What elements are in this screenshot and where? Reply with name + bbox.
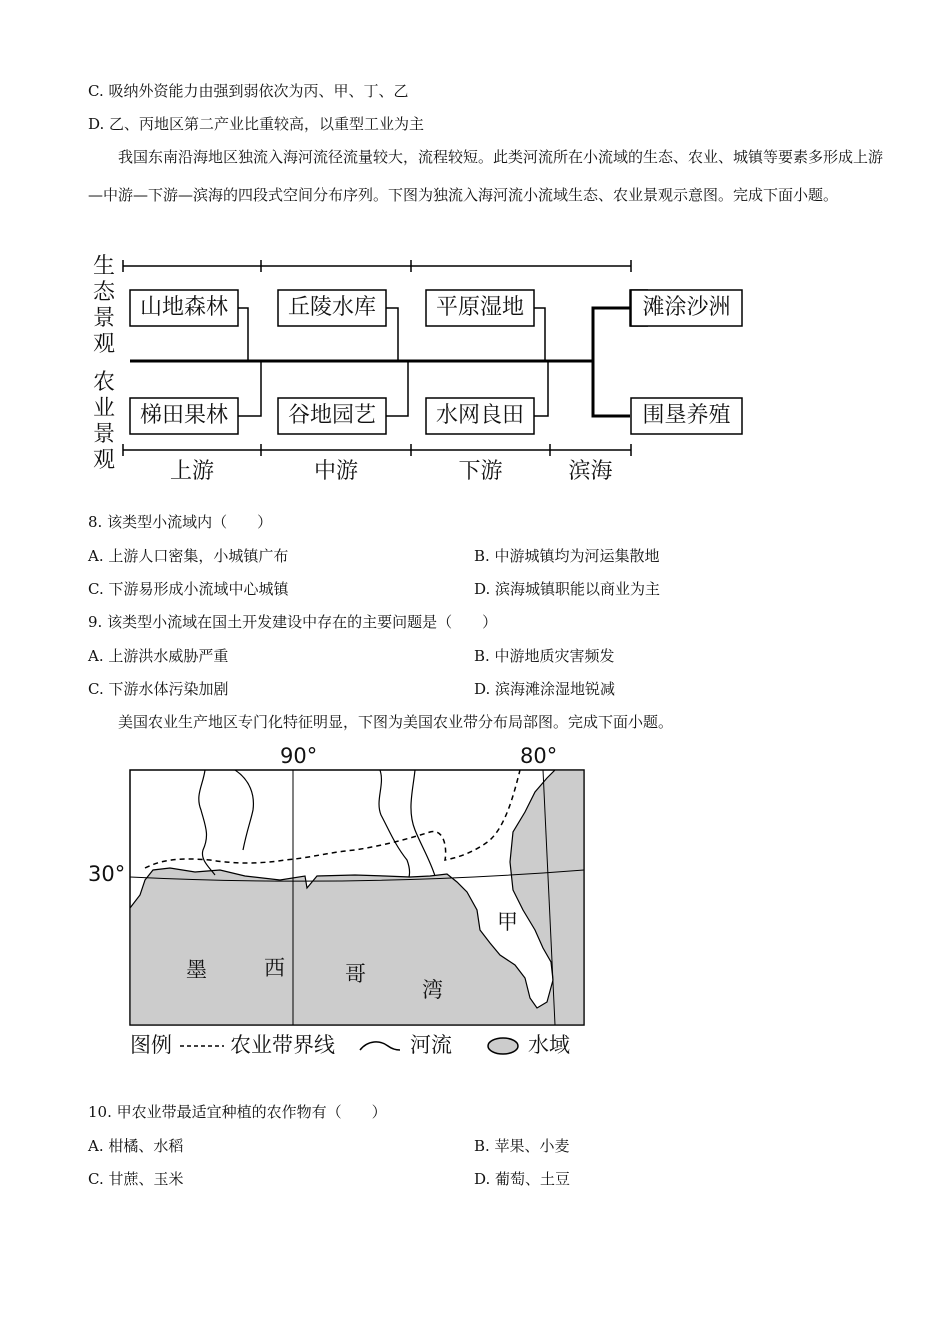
q8-option-c[interactable]: C. 下游易形成小流域中心城镇 — [88, 580, 289, 598]
q8-option-a[interactable]: A. 上游人口密集，小城镇广布 — [88, 547, 289, 565]
water-icon — [486, 1036, 520, 1056]
q10-option-b[interactable]: B. 苹果、小麦 — [474, 1137, 570, 1155]
eco-box-reservoir: 丘陵水库 — [287, 295, 376, 320]
section-downstream: 下游 — [458, 459, 503, 484]
diagram-left-labels — [92, 254, 116, 358]
diagram-left-labels-bottom — [92, 370, 116, 474]
q8-option-d[interactable]: D. 滨海城镇职能以商业为主 — [474, 580, 661, 598]
dashed-line-icon — [180, 1044, 224, 1048]
agri-box-reclamation: 围垦养殖 — [642, 403, 731, 428]
q10-stem: 10. 甲农业带最适宜种植的农作物有（ ） — [88, 1103, 387, 1121]
agri-box-terrace: 梯田果林 — [139, 403, 228, 428]
q10-option-a[interactable]: A. 柑橘、水稻 — [88, 1137, 184, 1155]
gulf-char-2: 西 — [264, 956, 285, 980]
eco-label-char: 态 — [92, 280, 115, 305]
q9-stem: 9. 该类型小流域在国土开发建设中存在的主要问题是（ ） — [88, 613, 498, 631]
prev-option-d: D. 乙、丙地区第二产业比重较高，以重型工业为主 — [88, 115, 425, 133]
gulf-char-1: 墨 — [186, 958, 207, 982]
q8-option-b[interactable]: B. 中游城镇均为河运集散地 — [474, 547, 660, 565]
agri-label-char: 农 — [92, 370, 115, 395]
legend-water: 水域 — [528, 1033, 570, 1057]
legend-boundary: 农业带界线 — [230, 1033, 335, 1057]
eco-label-char: 生 — [92, 254, 115, 279]
q9-option-c[interactable]: C. 下游水体污染加剧 — [88, 680, 229, 698]
eco-label-char: 景 — [92, 306, 115, 331]
legend-river: 河流 — [410, 1033, 452, 1057]
agri-label-char: 业 — [92, 396, 115, 421]
eco-label-char: 观 — [92, 332, 115, 357]
q8-stem: 8. 该类型小流域内（ ） — [88, 513, 273, 531]
section-midstream: 中游 — [313, 459, 358, 484]
q9-option-b[interactable]: B. 中游地质灾害频发 — [474, 647, 615, 665]
q9-option-a[interactable]: A. 上游洪水威胁严重 — [88, 647, 229, 665]
agri-label-char: 观 — [92, 448, 115, 473]
gulf-char-4: 湾 — [422, 978, 443, 1002]
q9-option-d[interactable]: D. 滨海滩涂湿地锐减 — [474, 680, 616, 698]
passage-watershed: 我国东南沿海地区独流入海河流径流量较大，流程较短。此类河流所在小流域的生态、农业、城镇等要素多形成上游—中游—下游—滨海的四段式空间分布序列。下图为独流入海河流小流域生态、农业景观示意图。完成下面小题。 — [88, 148, 884, 204]
lat-30-label: 30° — [88, 862, 126, 886]
lon-90-label: 90° — [280, 744, 318, 768]
agri-box-horticulture: 谷地园艺 — [287, 403, 376, 428]
section-coastal: 滨海 — [568, 459, 613, 484]
section-upstream: 上游 — [169, 459, 214, 484]
eco-box-tidal-flat: 滩涂沙洲 — [642, 295, 731, 320]
us-agriculture-map — [85, 740, 590, 1065]
map-legend — [130, 1030, 590, 1060]
prev-option-c: C. 吸纳外资能力由强到弱依次为丙、甲、丁、乙 — [88, 82, 409, 100]
legend-title: 图例 — [130, 1033, 172, 1057]
landscape-diagram — [88, 252, 648, 490]
river-icon — [358, 1036, 402, 1056]
passage-us-agriculture: 美国农业生产地区专门化特征明显，下图为美国农业带分布局部图。完成下面小题。 — [118, 713, 674, 731]
lon-80-label: 80° — [520, 744, 558, 768]
agri-label-char: 景 — [92, 422, 115, 447]
gulf-char-3: 哥 — [345, 962, 366, 986]
agri-box-paddy: 水网良田 — [435, 403, 524, 428]
eco-box-forest: 山地森林 — [139, 295, 228, 320]
q10-option-c[interactable]: C. 甘蔗、玉米 — [88, 1170, 184, 1188]
q10-option-d[interactable]: D. 葡萄、土豆 — [474, 1170, 571, 1188]
landscape-diagram-coast — [630, 252, 745, 490]
eco-box-wetland: 平原湿地 — [435, 295, 524, 320]
region-jia-label: 甲 — [497, 910, 518, 934]
